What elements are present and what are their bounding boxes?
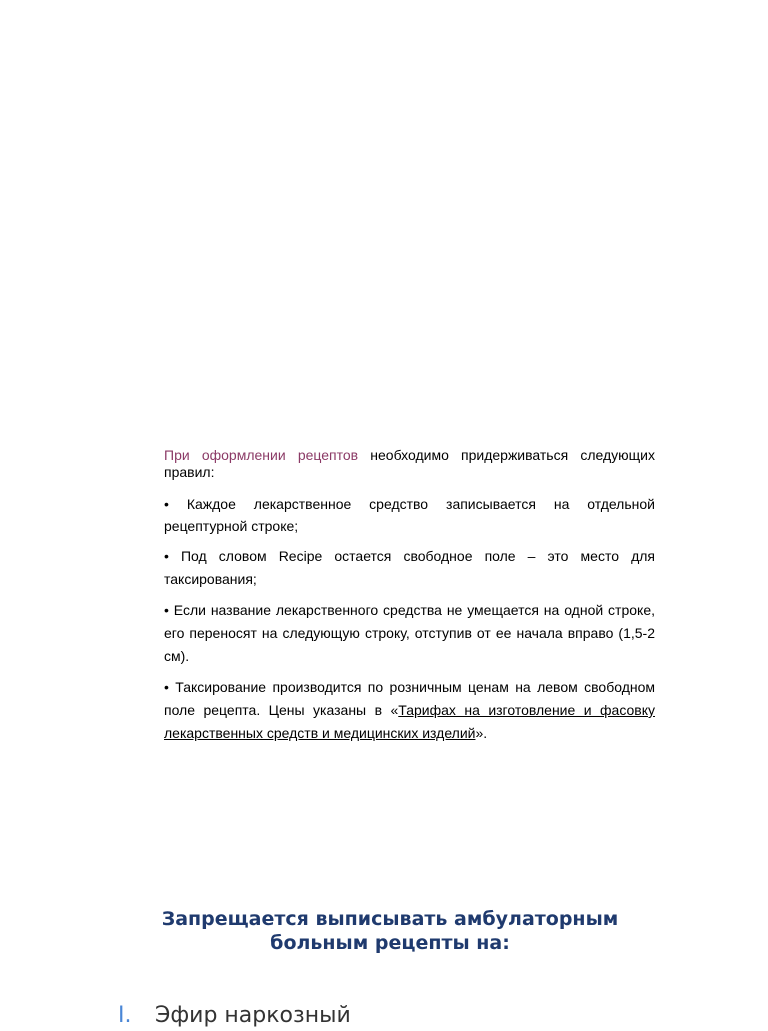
rules-block	[164, 447, 655, 753]
rule-item-pricing-end: ».	[475, 725, 488, 741]
prohibition-heading	[110, 907, 670, 955]
prohibited-list-item	[118, 1001, 351, 1031]
rule-item: • Под словом Recipe остается свободное поле – это место для таксирования;	[164, 548, 655, 587]
rules-intro	[164, 447, 655, 481]
prohibition-heading-line2: больным рецепты на:	[270, 932, 510, 954]
rule-item: • Если название лекарственного средства не умещается на одной строке, его переносят на следующую строку, отступив от ее начала вправо (1,5-2 см).	[164, 602, 655, 664]
rule-item-pricing-text: • Таксирование производится по розничным ценам на левом свободном поле рецепта. Цены указаны в «	[164, 679, 655, 718]
rule-item-pricing	[164, 676, 655, 745]
prohibited-item-label: Эфир наркозный	[155, 1003, 351, 1028]
rules-intro-lead: При оформлении рецептов	[164, 447, 359, 463]
prohibition-heading-line1: Запрещается выписывать амбулаторным	[161, 908, 619, 930]
tariffs-link[interactable]: Тарифах на изготовление и фасовку лекарственных средств и медицинских изделий	[164, 702, 655, 741]
list-marker: I.	[118, 1003, 132, 1028]
rules-intro-rest: необходимо придерживаться следующих правил:	[164, 447, 655, 480]
rule-item: • Каждое лекарственное средство записывается на отдельной рецептурной строке;	[164, 496, 655, 534]
